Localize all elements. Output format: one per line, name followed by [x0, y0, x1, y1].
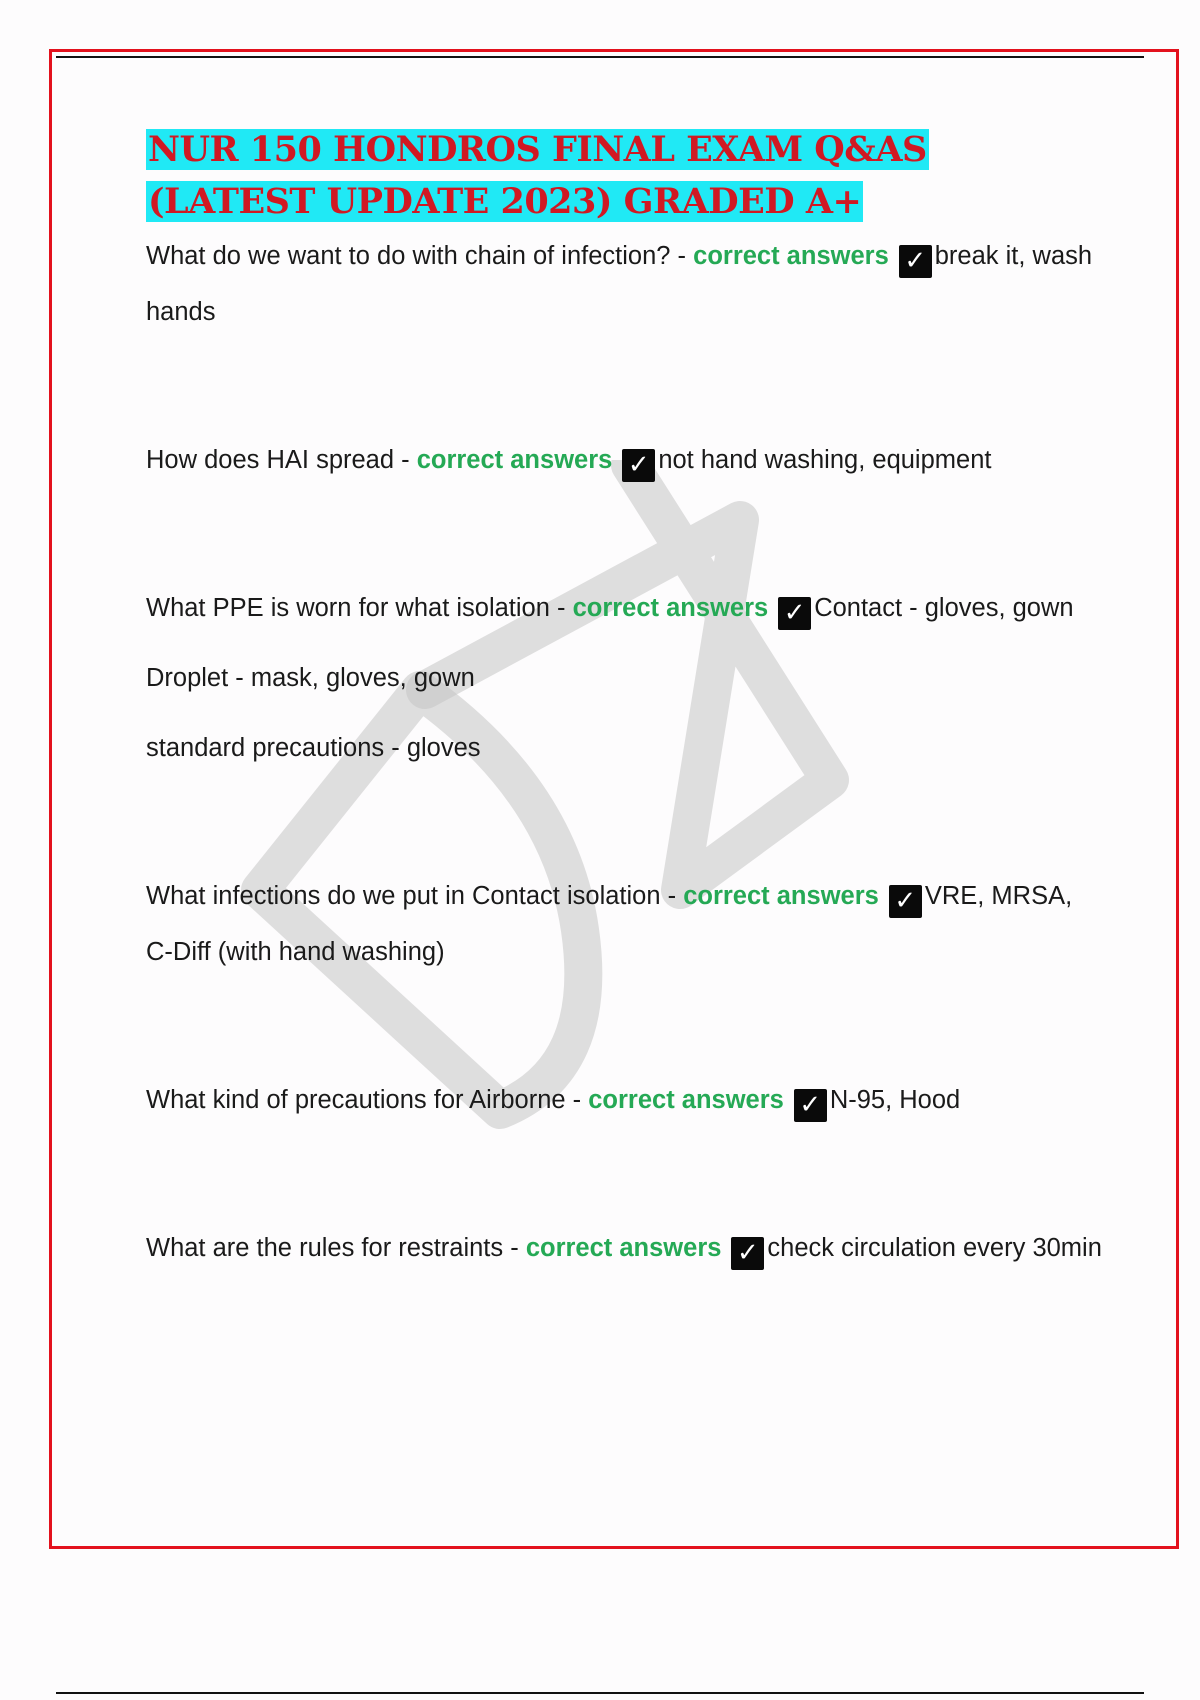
answer-label: correct answers	[416, 446, 613, 474]
answer-text: not hand washing, equipment	[658, 446, 992, 474]
qa-item	[146, 1072, 1106, 1128]
qa-item	[146, 580, 1106, 636]
answer-label: correct answers	[525, 1234, 722, 1262]
qa-item	[146, 868, 1106, 980]
answer-label: correct answers	[683, 882, 879, 910]
answer-label: correct answers	[572, 594, 769, 622]
answer-text: VRE, MRSA, C-Diff (with hand washing)	[146, 882, 1073, 966]
checkbox-checked-icon: ✓	[731, 1237, 764, 1270]
checkbox-checked-icon: ✓	[622, 449, 655, 482]
bottom-rule	[56, 1692, 1144, 1694]
checkbox-checked-icon: ✓	[778, 597, 811, 630]
question-text: How does HAI spread -	[146, 446, 417, 474]
qa-item	[146, 1220, 1106, 1276]
answer-label: correct answers	[588, 1086, 784, 1114]
qa-item	[146, 432, 1106, 488]
answer-text: Contact - gloves, gown	[814, 594, 1074, 622]
checkbox-checked-icon: ✓	[889, 885, 922, 918]
answer-label: correct answers	[693, 242, 889, 270]
question-text: What PPE is worn for what isolation -	[146, 594, 573, 622]
answer-text: check circulation every 30min	[767, 1234, 1102, 1262]
document-body	[146, 124, 1106, 1276]
question-text: What kind of precautions for Airborne -	[146, 1086, 589, 1114]
answer-line: Droplet - mask, gloves, gown	[146, 664, 475, 692]
answer-text: break it, wash hands	[146, 242, 1093, 326]
question-text: What do we want to do with chain of infection? -	[146, 242, 694, 270]
question-text: What infections do we put in Contact isolation -	[146, 882, 684, 910]
answer-text: N-95, Hood	[829, 1086, 961, 1114]
document-title: NUR 150 HONDROS FINAL EXAM Q&AS (LATEST UPDATE 2023) GRADED A+	[148, 129, 927, 222]
checkbox-checked-icon: ✓	[899, 245, 932, 278]
answer-line: standard precautions - gloves	[146, 734, 481, 762]
qa-item	[146, 228, 1106, 340]
checkbox-checked-icon: ✓	[794, 1089, 827, 1122]
question-text: What are the rules for restraints -	[146, 1234, 526, 1262]
